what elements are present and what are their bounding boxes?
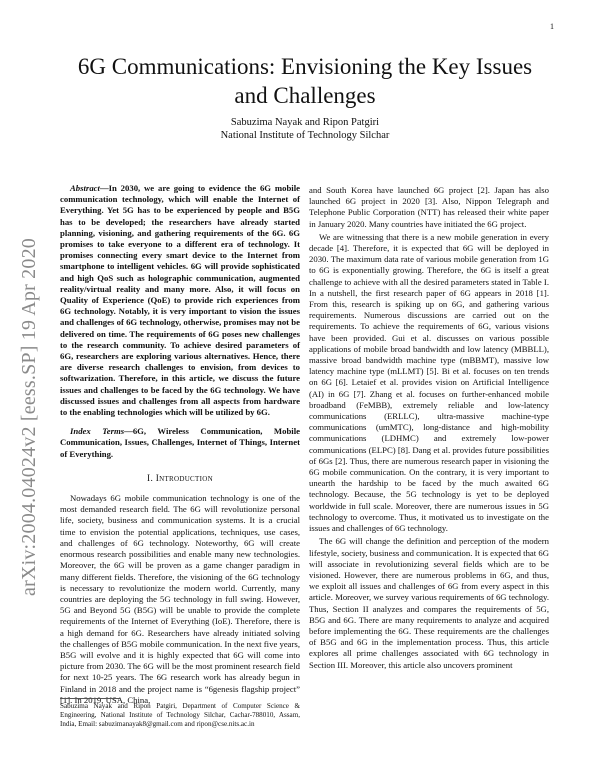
index-terms-text: —6G, Wireless Communication, Mobile Communication, Issues, Challenges, Internet of Things, Internet of Everything. [60, 426, 300, 459]
abstract-label: Abstract [70, 183, 100, 193]
abstract-text: —In 2030, we are going to evidence the 6G mobile communication technology, which will enable the Internet of Everything. Yet 5G has to be experienced by people and B5G has to be developed; the researchers have already started planning, visioning, and gathering requirements of the 6G. 6G promises to take everyone to a different era of technology. It promises connecting every smart device to the Internet from smartphone to intelligent vehicles. 6G will provide sophisticated and high QoS such as holographic communication, augmented reality/virtual reality and many more. Also, it will focus on Quality of Experience (QoE) to provide rich experiences from 6G technology. Notably, it is very important to vision the issues and challenges of 6G technology, otherwise, promises may not be delivered on time. The requirements of 6G poses new challenges to the research community. To achieve desired parameters of 6G, researchers are exploring various alternatives. Hence, there are diverse research challenges to envision, from devices to softwarization. Therefore, in this article, we discuss the future issues and challenges to be faced by the 6G technology. We have discussed issues and challenges from all aspects from hardware to the enabling technologies which will be utilized by 6G. [60, 183, 300, 418]
title-line-2: and Challenges [234, 83, 376, 108]
affiliation: National Institute of Technology Silchar [220, 130, 390, 141]
title-line-1: 6G Communications: Envisioning the Key Issues [77, 54, 533, 79]
right-column [309, 185, 549, 671]
index-terms [60, 426, 300, 460]
intro-paragraph: Nowadays 6G mobile communication technology is one of the most demanded research field. The 6G will revolutionize personal life, society, business and communication systems. It is a crucial time to envision the potential applications, techniques, use cases, and challenges of 6G technology. Noteworthy, 6G will create enormous research possibilities and enable many new technologies. Moreover, the 6G will be proven as a game changer paradigm in many different fields. Therefore, the visioning of the 6G technology is necessary to revolutionize the modern world. Currently, many countries are deploying the 5G technology in full swing. However, 5G and Beyond 5G (B5G) will be unable to provide the complete requirements of the Internet of Everything (IoE). Therefore, there is a high demand for 6G. Researchers have already initiated solving the challenges of B5G mobile communication. In the next five years, B5G will evolve and it is highly expected that 6G will come into picture from 2030. The 6G will be the most prominent research field for next 10-25 years. The 6G research work has already begun in Finland in 2018 and the project name is “6genesis flagship project” [1]. In 2019, USA, China, [60, 493, 300, 705]
title-block [60, 52, 550, 142]
body-paragraph: The 6G will change the definition and perception of the modern lifestyle, society, business and communication. It is expected that 6G will associate in revolutionizing several fields which are to be visioned. However, there are numerous problems in 6G, and thus, we exploit all issues and challenges of 6G from every aspect in this article. Moreover, we survey various requirements of 6G technology. Thus, Section II analyzes and compares the requirements of 5G, B5G and 6G. There are many requirements to analyze and acquired before implementing the 6G. These requirements are the challenges of B5G and 6G in the implementation process. Thus, this article explores all prime challenges associated with 6G technology in Section III. Moreover, this article also uncovers prominent [309, 536, 549, 670]
index-terms-label: Index Terms [70, 426, 125, 437]
footnote: Sabuzima Nayak and Ripon Patgiri, Department of Computer Science & Engineering, National Institute of Technology Silchar, Cachar-788010, Assam, India, Email: sabuzimanayak8@gmail.com and ripon@cse.nits.ac.in [60, 702, 300, 728]
paper-title [60, 52, 550, 110]
footnote-rule [60, 698, 120, 699]
arxiv-stamp[interactable]: arXiv:2004.04024v2 [eess.SP] 19 Apr 2020 [18, 238, 40, 596]
left-column [60, 183, 300, 706]
body-paragraph: We are witnessing that there is a new mobile generation in every decade [4]. Therefore, it is expected that 6G will be deployed in 2030. The maximum data rate of various mobile generation from 1G to 6G is exponentially growing. Therefore, the 6G is itself a great challenge to achieve with all the desired parameters stated in Table I. In a nutshell, the first research paper of 6G appears in 2018 [1]. From this, research is spiking up on 6G, and gathering various requirements. Numerous discussions are carried out on the requirements. To achieve the requirements of 6G, various visions have been provided. Gui et al. discusses on various possible applications of mobile broad bandwidth and low latency (MBBLL), massive broad bandwidth machine type (mBBMT), massive low latency machine type (mLLMT) [5]. Bi et al. focuses on ten trends on 6G [6]. Letaief et al. provides vision on Artificial Intelligence (AI) in 6G [7]. Zhang et al. focuses on further-enhanced mobile broadband (FeMBB), extremely reliable and low-latency communications (ERLLC), ultra-massive machine-type communications (umMTC), long-distance and high-mobility communications (LDHMC) and extremely low-power communications (ELPC) [8]. Dang et al. provides future possibilities of 6Gs [2]. Thus, there are numerous research paper in visioning the 6G mobile communication. On the contrary, it is very important to unearth the hardship to be faced by the much awaited 6G technology. Because, the 5G technology is yet to be deployed worldwide in full scale. Moreover, there are numerous issues in 5G technology to overcome. Thus, it motivated us to investigate on the issues and challenges of 6G technology. [309, 231, 549, 534]
body-paragraph: and South Korea have launched 6G project [2]. Japan has also launched 6G project in 2020 [3]. Also, Nippon Telegraph and Telephone Public Corporation (NTT) has released their white paper in January 2020. Many countries have initiated the 6G project. [309, 185, 549, 229]
authors: Sabuzima Nayak and Ripon Patgiri [230, 117, 380, 128]
section-heading-introduction: I. Introduction [147, 473, 213, 484]
page-number: 1 [550, 22, 554, 31]
abstract [60, 183, 300, 418]
